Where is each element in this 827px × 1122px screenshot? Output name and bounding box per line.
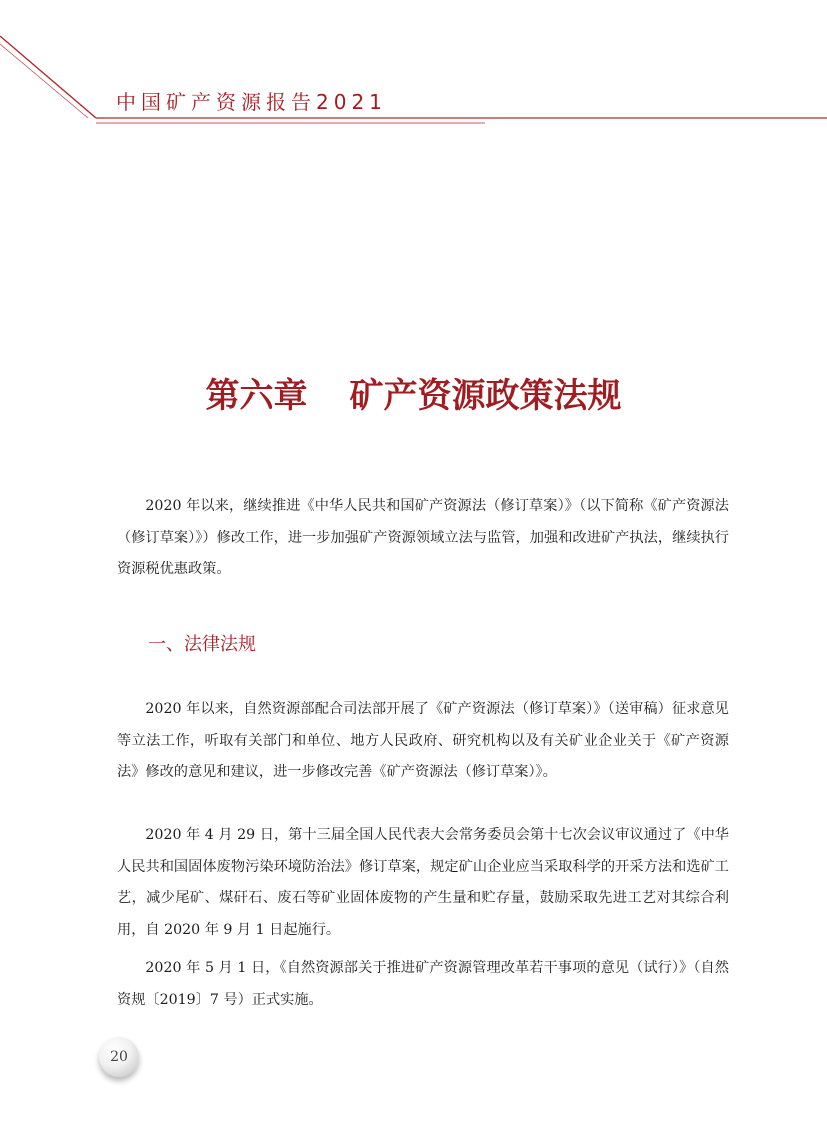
- intro-paragraph: 2020 年以来，继续推进《中华人民共和国矿产资源法（修订草案）》（以下简称《矿产资源法（修订草案）》）修改工作，进一步加强矿产资源领域立法与监管，加强和改进矿产执法，继续执行资源税优惠政策。: [117, 498, 729, 577]
- chapter-title: [0, 368, 827, 417]
- chapter-number: 第六章: [205, 376, 308, 416]
- section-heading: 一、法律法规: [148, 634, 256, 655]
- page-number: 20: [110, 1049, 128, 1065]
- body-paragraph: 2020 年 5 月 1 日，《自然资源部关于推进矿产资源管理改革若干事项的意见（试行）》（自然资规〔2019〕7 号）正式实施。: [117, 960, 729, 1008]
- body-paragraph: 2020 年 4 月 29 日，第十三届全国人民代表大会常务委员会第十七次会议审议通过了《中华人民共和国固体废物污染环境防治法》修订草案，规定矿山企业应当采取科学的开采方法和选矿工艺，减少尾矿、煤矸石、废石等矿业固体废物的产生量和贮存量，鼓励采取先进工艺对其综合利用，自 2020 年 9 月 1 日起施行。: [117, 827, 729, 938]
- page-number-badge: [99, 1037, 139, 1077]
- body-paragraph: 2020 年以来，自然资源部配合司法部开展了《矿产资源法（修订草案）》（送审稿）征求意见等立法工作，听取有关部门和单位、地方人民政府、研究机构以及有关矿业企业关于《矿产资源法》修改的意见和建议，进一步修改完善《矿产资源法（修订草案）》。: [117, 701, 729, 780]
- chapter-name: 矿产资源政策法规: [349, 376, 622, 416]
- running-header: 中国矿产资源报告2021: [116, 90, 387, 114]
